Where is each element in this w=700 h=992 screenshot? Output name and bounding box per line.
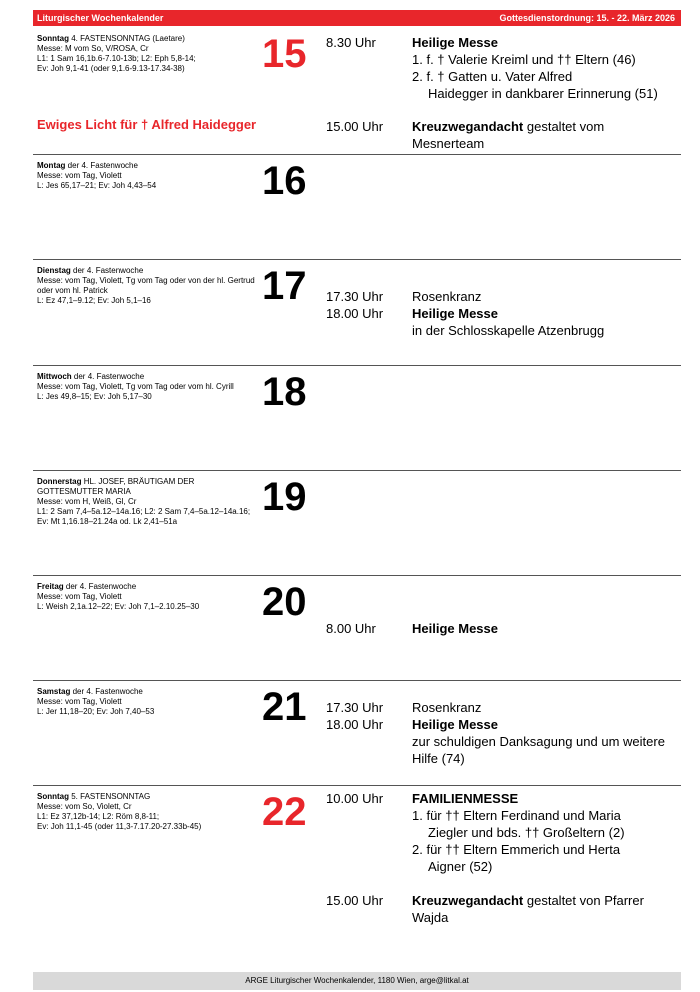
day-info <box>37 372 259 402</box>
info-line: der 4. Fastenwoche <box>67 161 138 170</box>
weekday: Dienstag <box>37 266 71 275</box>
entry-time: 18.00 Uhr <box>326 717 384 732</box>
entry-desc <box>412 892 680 926</box>
header-title: Liturgischer Wochenkalender <box>37 13 164 23</box>
info-line: der 4. Fastenwoche <box>73 372 145 381</box>
entry-line: in der Schlosskapelle Atzenbrugg <box>412 323 605 338</box>
entry-title: FAMILIENMESSE <box>412 791 519 806</box>
info-line: Messe: vom Tag, Violett <box>37 697 122 706</box>
entry-desc <box>412 305 680 339</box>
entry-title: Kreuzwegandacht <box>412 119 524 134</box>
entry-time: 17.30 Uhr <box>326 700 384 715</box>
entry-line: 1. f. † Valerie Kreiml und †† Eltern (46) <box>412 52 636 67</box>
info-line: L: Jes 65,17–21; Ev: Joh 4,43–54 <box>37 181 157 190</box>
day-22 <box>33 786 681 946</box>
info-line: L: Ez 47,1–9.12; Ev: Joh 5,1–16 <box>37 296 151 305</box>
entry-title: Rosenkranz <box>412 289 482 304</box>
day-info <box>37 582 259 612</box>
info-line: der 4. Fastenwoche <box>65 582 137 591</box>
day-16 <box>33 155 681 260</box>
day-info <box>37 477 259 527</box>
info-line: L1: 2 Sam 7,4–5a.12–14a.16; L2: 2 Sam 7,4–5a.12–14a.16; Ev: Mt 1,16.18–21.24a od. Lk 2,41–51a <box>37 507 251 526</box>
entry-title: Heilige Messe <box>412 35 498 50</box>
entry-time: 8.00 Uhr <box>326 621 376 636</box>
day-info <box>37 161 259 191</box>
day-number: 18 <box>262 370 307 414</box>
day-20 <box>33 576 681 681</box>
entry-time: 10.00 Uhr <box>326 791 384 806</box>
entry-line: Ziegler und bds. †† Großeltern (2) <box>428 825 625 840</box>
entry-time: 8.30 Uhr <box>326 35 376 50</box>
entry-desc <box>412 620 680 637</box>
day-info <box>37 266 259 306</box>
info-line: L: Jes 49,8–15; Ev: Joh 5,17–30 <box>37 392 152 401</box>
day-number: 22 <box>262 790 307 834</box>
day-info <box>37 34 259 74</box>
day-15 <box>33 28 681 155</box>
entry-line: Haidegger in dankbarer Erinnerung (51) <box>428 86 658 101</box>
info-line: Messe: vom H, Weiß, Gl, Cr <box>37 497 137 506</box>
info-line: L1: Ez 37,12b-14; L2: Röm 8,8-11; <box>37 812 160 821</box>
weekday: Mittwoch <box>37 372 72 381</box>
info-line: Messe: vom Tag, Violett <box>37 171 122 180</box>
info-line: der 4. Fastenwoche <box>72 687 143 696</box>
header-bar <box>33 10 681 26</box>
day-number: 21 <box>262 685 307 729</box>
weekday: Donnerstag <box>37 477 82 486</box>
entry-time: 17.30 Uhr <box>326 289 384 304</box>
entry-line: Aigner (52) <box>428 859 493 874</box>
info-line: Ev: Joh 9,1-41 (oder 9,1.6-9.13-17.34-38) <box>37 64 185 73</box>
day-17 <box>33 260 681 366</box>
info-line: Ev: Joh 11,1-45 (oder 11,3-7.17.20-27.33b-45) <box>37 822 202 831</box>
entry-line: 1. für †† Eltern Ferdinand und Maria <box>412 808 621 823</box>
day-number: 16 <box>262 159 307 203</box>
entry-title: Rosenkranz <box>412 700 482 715</box>
day-number: 17 <box>262 264 307 308</box>
entry-line: 2. für †† Eltern Emmerich und Herta <box>412 842 621 857</box>
entry-time: 15.00 Uhr <box>326 119 384 134</box>
info-line: 4. FASTENSONNTAG (Laetare) <box>71 34 185 43</box>
entry-title: Heilige Messe <box>412 717 498 732</box>
entry-desc <box>412 118 680 152</box>
entry-rest: gestaltet von Pfarrer Wajda <box>412 893 644 925</box>
entry-title: Heilige Messe <box>412 621 498 636</box>
entry-desc <box>412 34 680 102</box>
entry-desc <box>412 699 680 716</box>
entry-line: 2. f. † Gatten u. Vater Alfred <box>412 69 573 84</box>
day-19 <box>33 471 681 576</box>
info-line: 5. FASTENSONNTAG <box>71 792 151 801</box>
weekday: Montag <box>37 161 66 170</box>
info-line: HL. JOSEF, BRÄUTIGAM DER GOTTESMUTTER MARIA <box>37 477 195 496</box>
day-info <box>37 687 259 717</box>
entry-desc <box>412 716 680 767</box>
info-line: Messe: vom Tag, Violett, Tg vom Tag oder von der hl. Gertrud oder vom hl. Patrick <box>37 276 255 295</box>
info-line: L: Jer 11,18–20; Ev: Joh 7,40–53 <box>37 707 155 716</box>
info-line: der 4. Fastenwoche <box>73 266 144 275</box>
day-number: 19 <box>262 475 307 519</box>
weekday: Samstag <box>37 687 71 696</box>
entry-desc <box>412 288 680 305</box>
weekday: Sonntag <box>37 34 69 43</box>
weekday: Sonntag <box>37 792 69 801</box>
entry-rest: gestaltet vom Mesnerteam <box>412 119 605 151</box>
entry-time: 15.00 Uhr <box>326 893 384 908</box>
info-line: Messe: M vom So, V/ROSA, Cr <box>37 44 149 53</box>
eternal-light-note: Ewiges Licht für † Alfred Haidegger <box>37 117 257 132</box>
info-line: Messe: vom Tag, Violett <box>37 592 122 601</box>
entry-title: Heilige Messe <box>412 306 498 321</box>
info-line: Messe: vom Tag, Violett, Tg vom Tag oder vom hl. Cyrill <box>37 382 234 391</box>
footer: ARGE Liturgischer Wochenkalender, 1180 Wien, arge@litkal.at <box>33 972 681 990</box>
info-line: Messe: vom So, Violett, Cr <box>37 802 132 811</box>
entry-title: Kreuzwegandacht <box>412 893 524 908</box>
day-number: 20 <box>262 580 307 624</box>
day-18 <box>33 366 681 471</box>
day-info <box>37 792 259 832</box>
info-line: L: Weish 2,1a.12–22; Ev: Joh 7,1–2.10.25–30 <box>37 602 200 611</box>
day-21 <box>33 681 681 786</box>
header-date-range: Gottesdienstordnung: 15. - 22. März 2026 <box>499 13 675 23</box>
entry-time: 18.00 Uhr <box>326 306 384 321</box>
info-line: L1: 1 Sam 16,1b.6-7.10-13b; L2: Eph 5,8-14; <box>37 54 196 63</box>
day-number: 15 <box>262 32 307 76</box>
entry-line: zur schuldigen Danksagung und um weitere Hilfe (74) <box>412 734 665 766</box>
weekday: Freitag <box>37 582 64 591</box>
entry-desc <box>412 790 680 875</box>
